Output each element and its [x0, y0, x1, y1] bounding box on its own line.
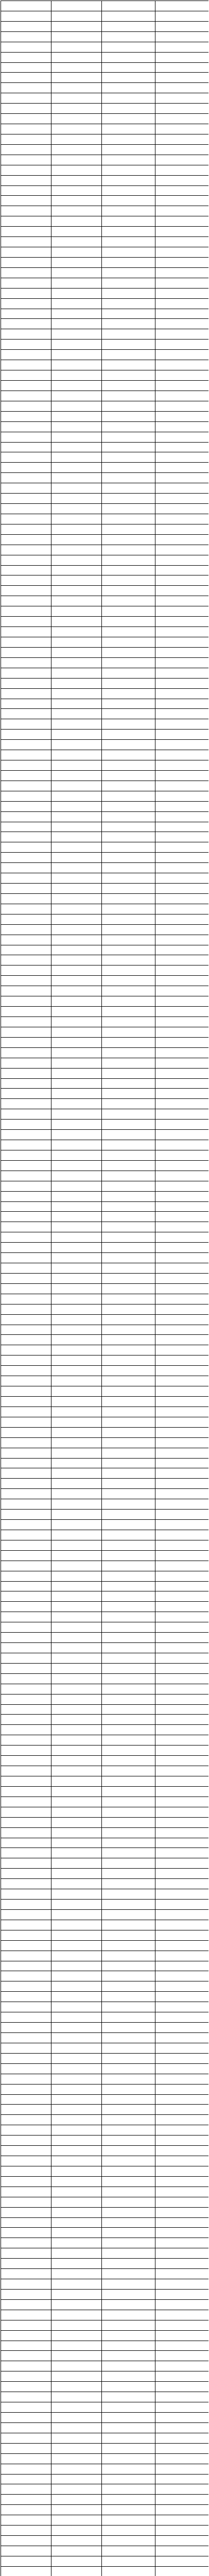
document-table	[1, 1, 208, 2576]
table-grid	[1, 1, 208, 2576]
